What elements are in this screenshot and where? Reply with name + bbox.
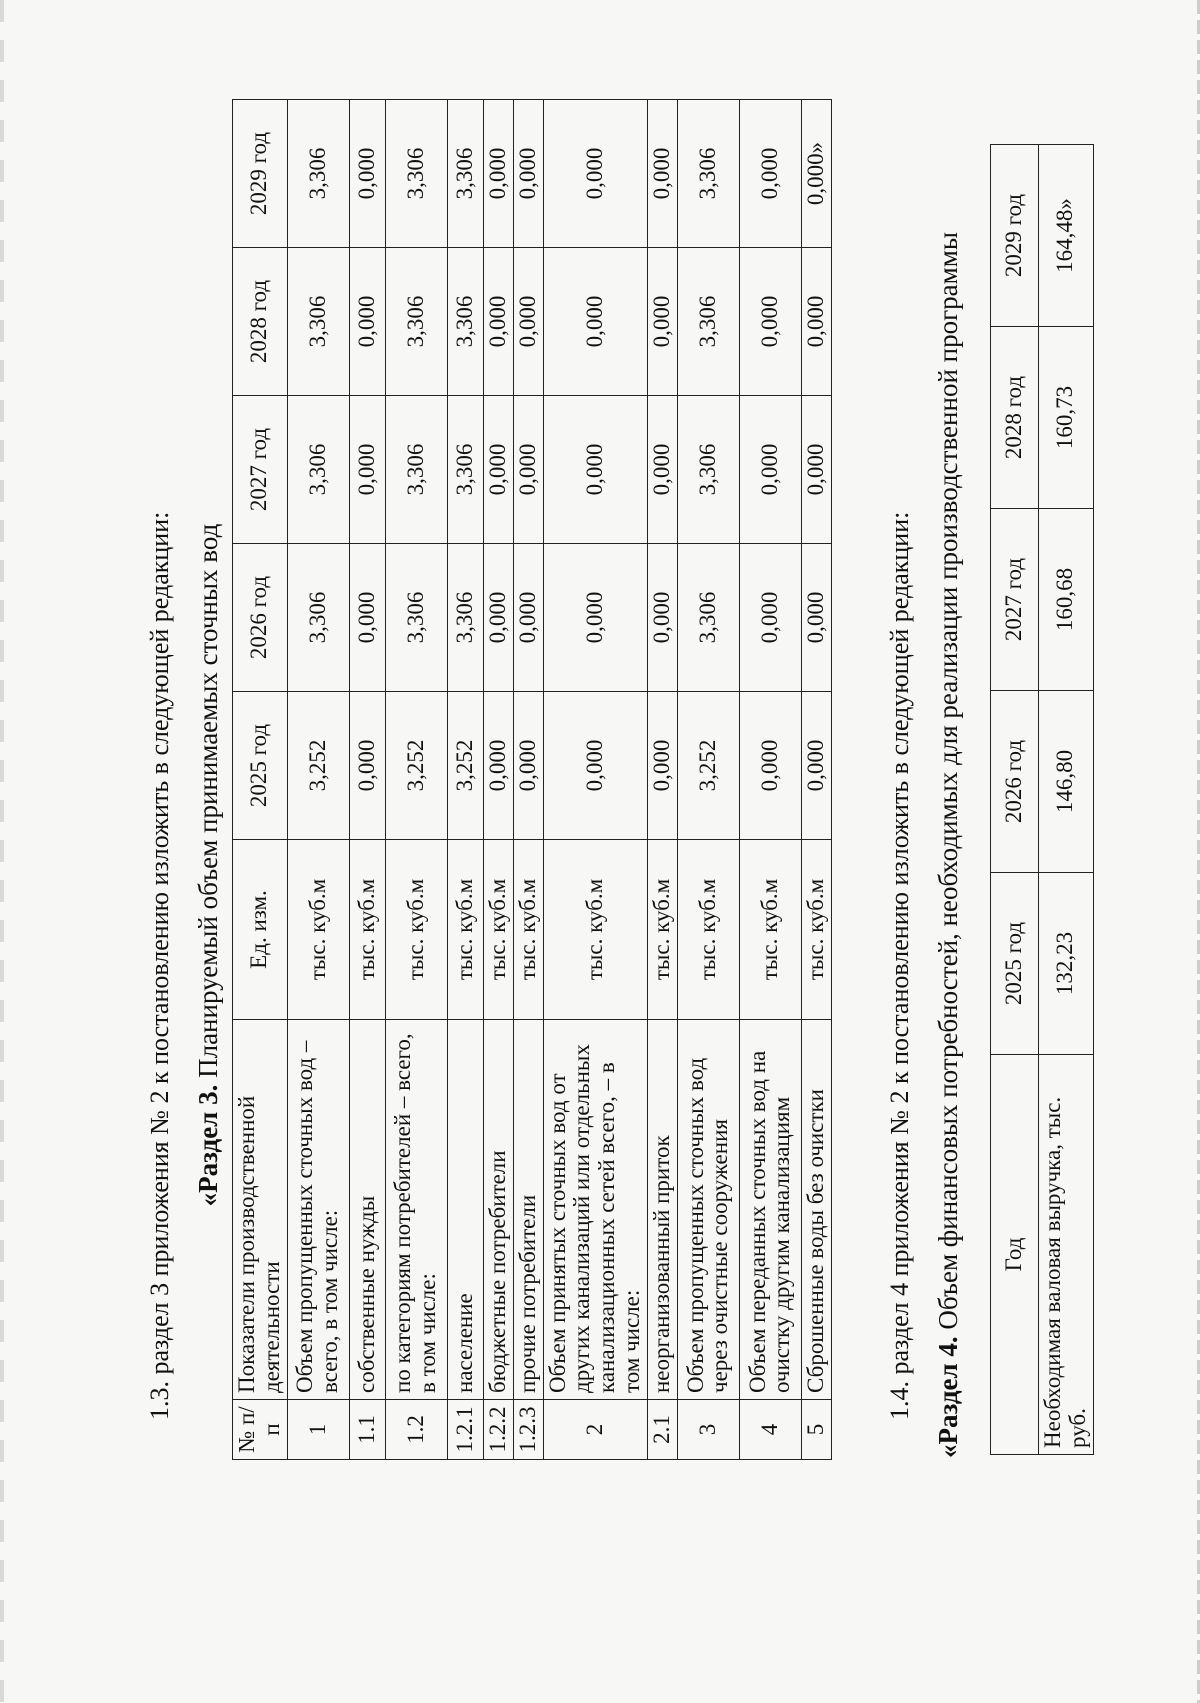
value-cell: 3,306 xyxy=(677,248,739,396)
table3-row xyxy=(287,100,349,1460)
section-4-number: «Раздел 4. xyxy=(933,1336,963,1458)
unit-cell: тыс. куб.м xyxy=(513,840,543,1020)
indicator-name: Объем принятых сточных вод от других канализаций или отдельных канализационных сетей всего, – в том числе: xyxy=(543,1020,647,1400)
value-cell: 0,000 xyxy=(801,248,831,396)
value-cell: 0,000 xyxy=(739,544,801,692)
row-number: 1.2.1 xyxy=(447,1400,483,1460)
table3-header-cell: 2025 год xyxy=(233,692,288,840)
unit-cell: тыс. куб.м xyxy=(647,840,677,1020)
table4-header-cell: 2027 год xyxy=(991,509,1039,691)
indicator-name: Объем пропущенных сточных вод через очистные сооружения xyxy=(677,1020,739,1400)
table4-header-row xyxy=(991,145,1039,1455)
financial-needs-table xyxy=(990,144,1094,1455)
table3-row xyxy=(349,100,385,1460)
row-number: 3 xyxy=(677,1400,739,1460)
table3-header-cell: Показатели производственной деятельности xyxy=(233,1020,288,1400)
row-number: 2.1 xyxy=(647,1400,677,1460)
row-number: 1 xyxy=(287,1400,349,1460)
section-3-heading xyxy=(193,85,224,1645)
indicator-name: Объем переданных сточных вод на очистку другим канализациям xyxy=(739,1020,801,1400)
value-cell: 0,000 xyxy=(483,544,513,692)
value-cell: 0,000 xyxy=(543,396,647,544)
table4-value-cell: 146,80 xyxy=(1039,691,1094,873)
section-3-number: «Раздел 3. xyxy=(193,1084,223,1207)
value-cell: 0,000 xyxy=(739,100,801,248)
unit-cell: тыс. куб.м xyxy=(801,840,831,1020)
value-cell: 3,306 xyxy=(287,100,349,248)
row-number: 1.2.3 xyxy=(513,1400,543,1460)
table3-row xyxy=(543,100,647,1460)
table3-header-cell: 2029 год xyxy=(233,100,288,248)
row-number: 1.2 xyxy=(385,1400,447,1460)
value-cell: 3,306 xyxy=(287,396,349,544)
unit-cell: тыс. куб.м xyxy=(739,840,801,1020)
value-cell: 0,000 xyxy=(647,692,677,840)
value-cell: 3,306 xyxy=(385,100,447,248)
value-cell: 0,000 xyxy=(483,396,513,544)
section-4-heading xyxy=(933,85,964,1645)
value-cell: 3,306 xyxy=(677,100,739,248)
value-cell: 3,306 xyxy=(447,396,483,544)
unit-cell: тыс. куб.м xyxy=(483,840,513,1020)
value-cell: 0,000 xyxy=(513,248,543,396)
value-cell: 3,252 xyxy=(447,692,483,840)
table3-row xyxy=(447,100,483,1460)
unit-cell: тыс. куб.м xyxy=(543,840,647,1020)
table3-header-row xyxy=(233,100,288,1460)
indicator-name: бюджетные потребители xyxy=(483,1020,513,1400)
table4-row-label: Необходимая валовая выручка, тыс. руб. xyxy=(1039,1055,1094,1455)
value-cell: 0,000 xyxy=(483,100,513,248)
table3-header-cell: 2026 год xyxy=(233,544,288,692)
table3-row xyxy=(801,100,831,1460)
value-cell: 0,000 xyxy=(543,692,647,840)
indicator-name: по категориям потребителей – всего, в том числе: xyxy=(385,1020,447,1400)
table3-header-cell: 2028 год xyxy=(233,248,288,396)
table3-header-cell: Ед. изм. xyxy=(233,840,288,1020)
unit-cell: тыс. куб.м xyxy=(349,840,385,1020)
value-cell: 0,000 xyxy=(647,248,677,396)
table4-value-cell: 160,73 xyxy=(1039,327,1094,509)
value-cell: 0,000 xyxy=(647,100,677,248)
table4-value-cell: 160,68 xyxy=(1039,509,1094,691)
table4-row xyxy=(1039,145,1094,1455)
value-cell: 3,306 xyxy=(447,544,483,692)
unit-cell: тыс. куб.м xyxy=(677,840,739,1020)
table4-value-cell: 164,48» xyxy=(1039,145,1094,327)
value-cell: 3,306 xyxy=(447,248,483,396)
table3-row xyxy=(677,100,739,1460)
indicator-name: прочие потребители xyxy=(513,1020,543,1400)
value-cell: 3,306 xyxy=(287,248,349,396)
value-cell: 0,000 xyxy=(483,248,513,396)
value-cell: 3,306 xyxy=(677,544,739,692)
value-cell: 0,000 xyxy=(647,544,677,692)
section-4-title: Объем финансовых потребностей, необходимых для реализации производственной программы xyxy=(933,232,963,1337)
table3-body xyxy=(287,100,831,1460)
row-number: 2 xyxy=(543,1400,647,1460)
value-cell: 0,000 xyxy=(513,692,543,840)
table4-header-cell: Год xyxy=(991,1055,1039,1455)
value-cell: 3,306 xyxy=(385,248,447,396)
indicator-name: неорганизованный приток xyxy=(647,1020,677,1400)
value-cell: 3,306 xyxy=(287,544,349,692)
value-cell: 0,000 xyxy=(801,692,831,840)
value-cell: 0,000 xyxy=(739,692,801,840)
paragraph-1-3: 1.3. раздел 3 приложения № 2 к постановлению изложить в следующей редакции: xyxy=(145,511,174,1420)
row-number: 4 xyxy=(739,1400,801,1460)
value-cell: 0,000 xyxy=(543,248,647,396)
value-cell: 3,306 xyxy=(677,396,739,544)
value-cell: 0,000 xyxy=(543,100,647,248)
value-cell: 0,000 xyxy=(739,248,801,396)
wastewater-volume-table xyxy=(232,99,832,1460)
value-cell: 0,000 xyxy=(349,100,385,248)
value-cell: 0,000» xyxy=(801,100,831,248)
value-cell: 0,000 xyxy=(647,396,677,544)
indicator-name: население xyxy=(447,1020,483,1400)
section-3-title: Планируемый объем принимаемых сточных вод xyxy=(193,523,223,1085)
value-cell: 0,000 xyxy=(513,544,543,692)
value-cell: 3,252 xyxy=(287,692,349,840)
scan-edge-left xyxy=(0,0,4,1703)
value-cell: 3,252 xyxy=(385,692,447,840)
row-number: 1.1 xyxy=(349,1400,385,1460)
value-cell: 0,000 xyxy=(543,544,647,692)
unit-cell: тыс. куб.м xyxy=(447,840,483,1020)
value-cell: 0,000 xyxy=(801,396,831,544)
unit-cell: тыс. куб.м xyxy=(287,840,349,1020)
table4-value-cell: 132,23 xyxy=(1039,873,1094,1055)
value-cell: 0,000 xyxy=(483,692,513,840)
indicator-name: собственные нужды xyxy=(349,1020,385,1400)
value-cell: 3,306 xyxy=(385,396,447,544)
value-cell: 0,000 xyxy=(513,100,543,248)
value-cell: 3,306 xyxy=(447,100,483,248)
paragraph-1-4: 1.4. раздел 4 приложения № 2 к постановлению изложить в следующей редакции: xyxy=(885,511,914,1420)
table3-row xyxy=(739,100,801,1460)
table3-row xyxy=(483,100,513,1460)
value-cell: 0,000 xyxy=(801,544,831,692)
unit-cell: тыс. куб.м xyxy=(385,840,447,1020)
table4-header-cell: 2028 год xyxy=(991,327,1039,509)
value-cell: 0,000 xyxy=(739,396,801,544)
value-cell: 0,000 xyxy=(349,248,385,396)
row-number: 1.2.2 xyxy=(483,1400,513,1460)
rotated-page-content xyxy=(75,85,1145,1645)
table4-header-cell: 2029 год xyxy=(991,145,1039,327)
indicator-name: Сброшенные воды без очистки xyxy=(801,1020,831,1400)
table3-row xyxy=(513,100,543,1460)
table4-header-cell: 2025 год xyxy=(991,873,1039,1055)
value-cell: 0,000 xyxy=(513,396,543,544)
value-cell: 0,000 xyxy=(349,692,385,840)
value-cell: 3,306 xyxy=(385,544,447,692)
table4-header-cell: 2026 год xyxy=(991,691,1039,873)
indicator-name: Объем пропущенных сточных вод – всего, в том числе: xyxy=(287,1020,349,1400)
row-number: 5 xyxy=(801,1400,831,1460)
value-cell: 3,252 xyxy=(677,692,739,840)
value-cell: 0,000 xyxy=(349,544,385,692)
table3-header-cell: 2027 год xyxy=(233,396,288,544)
value-cell: 0,000 xyxy=(349,396,385,544)
table3-header-cell: № п/п xyxy=(233,1400,288,1460)
table3-row xyxy=(647,100,677,1460)
table3-row xyxy=(385,100,447,1460)
